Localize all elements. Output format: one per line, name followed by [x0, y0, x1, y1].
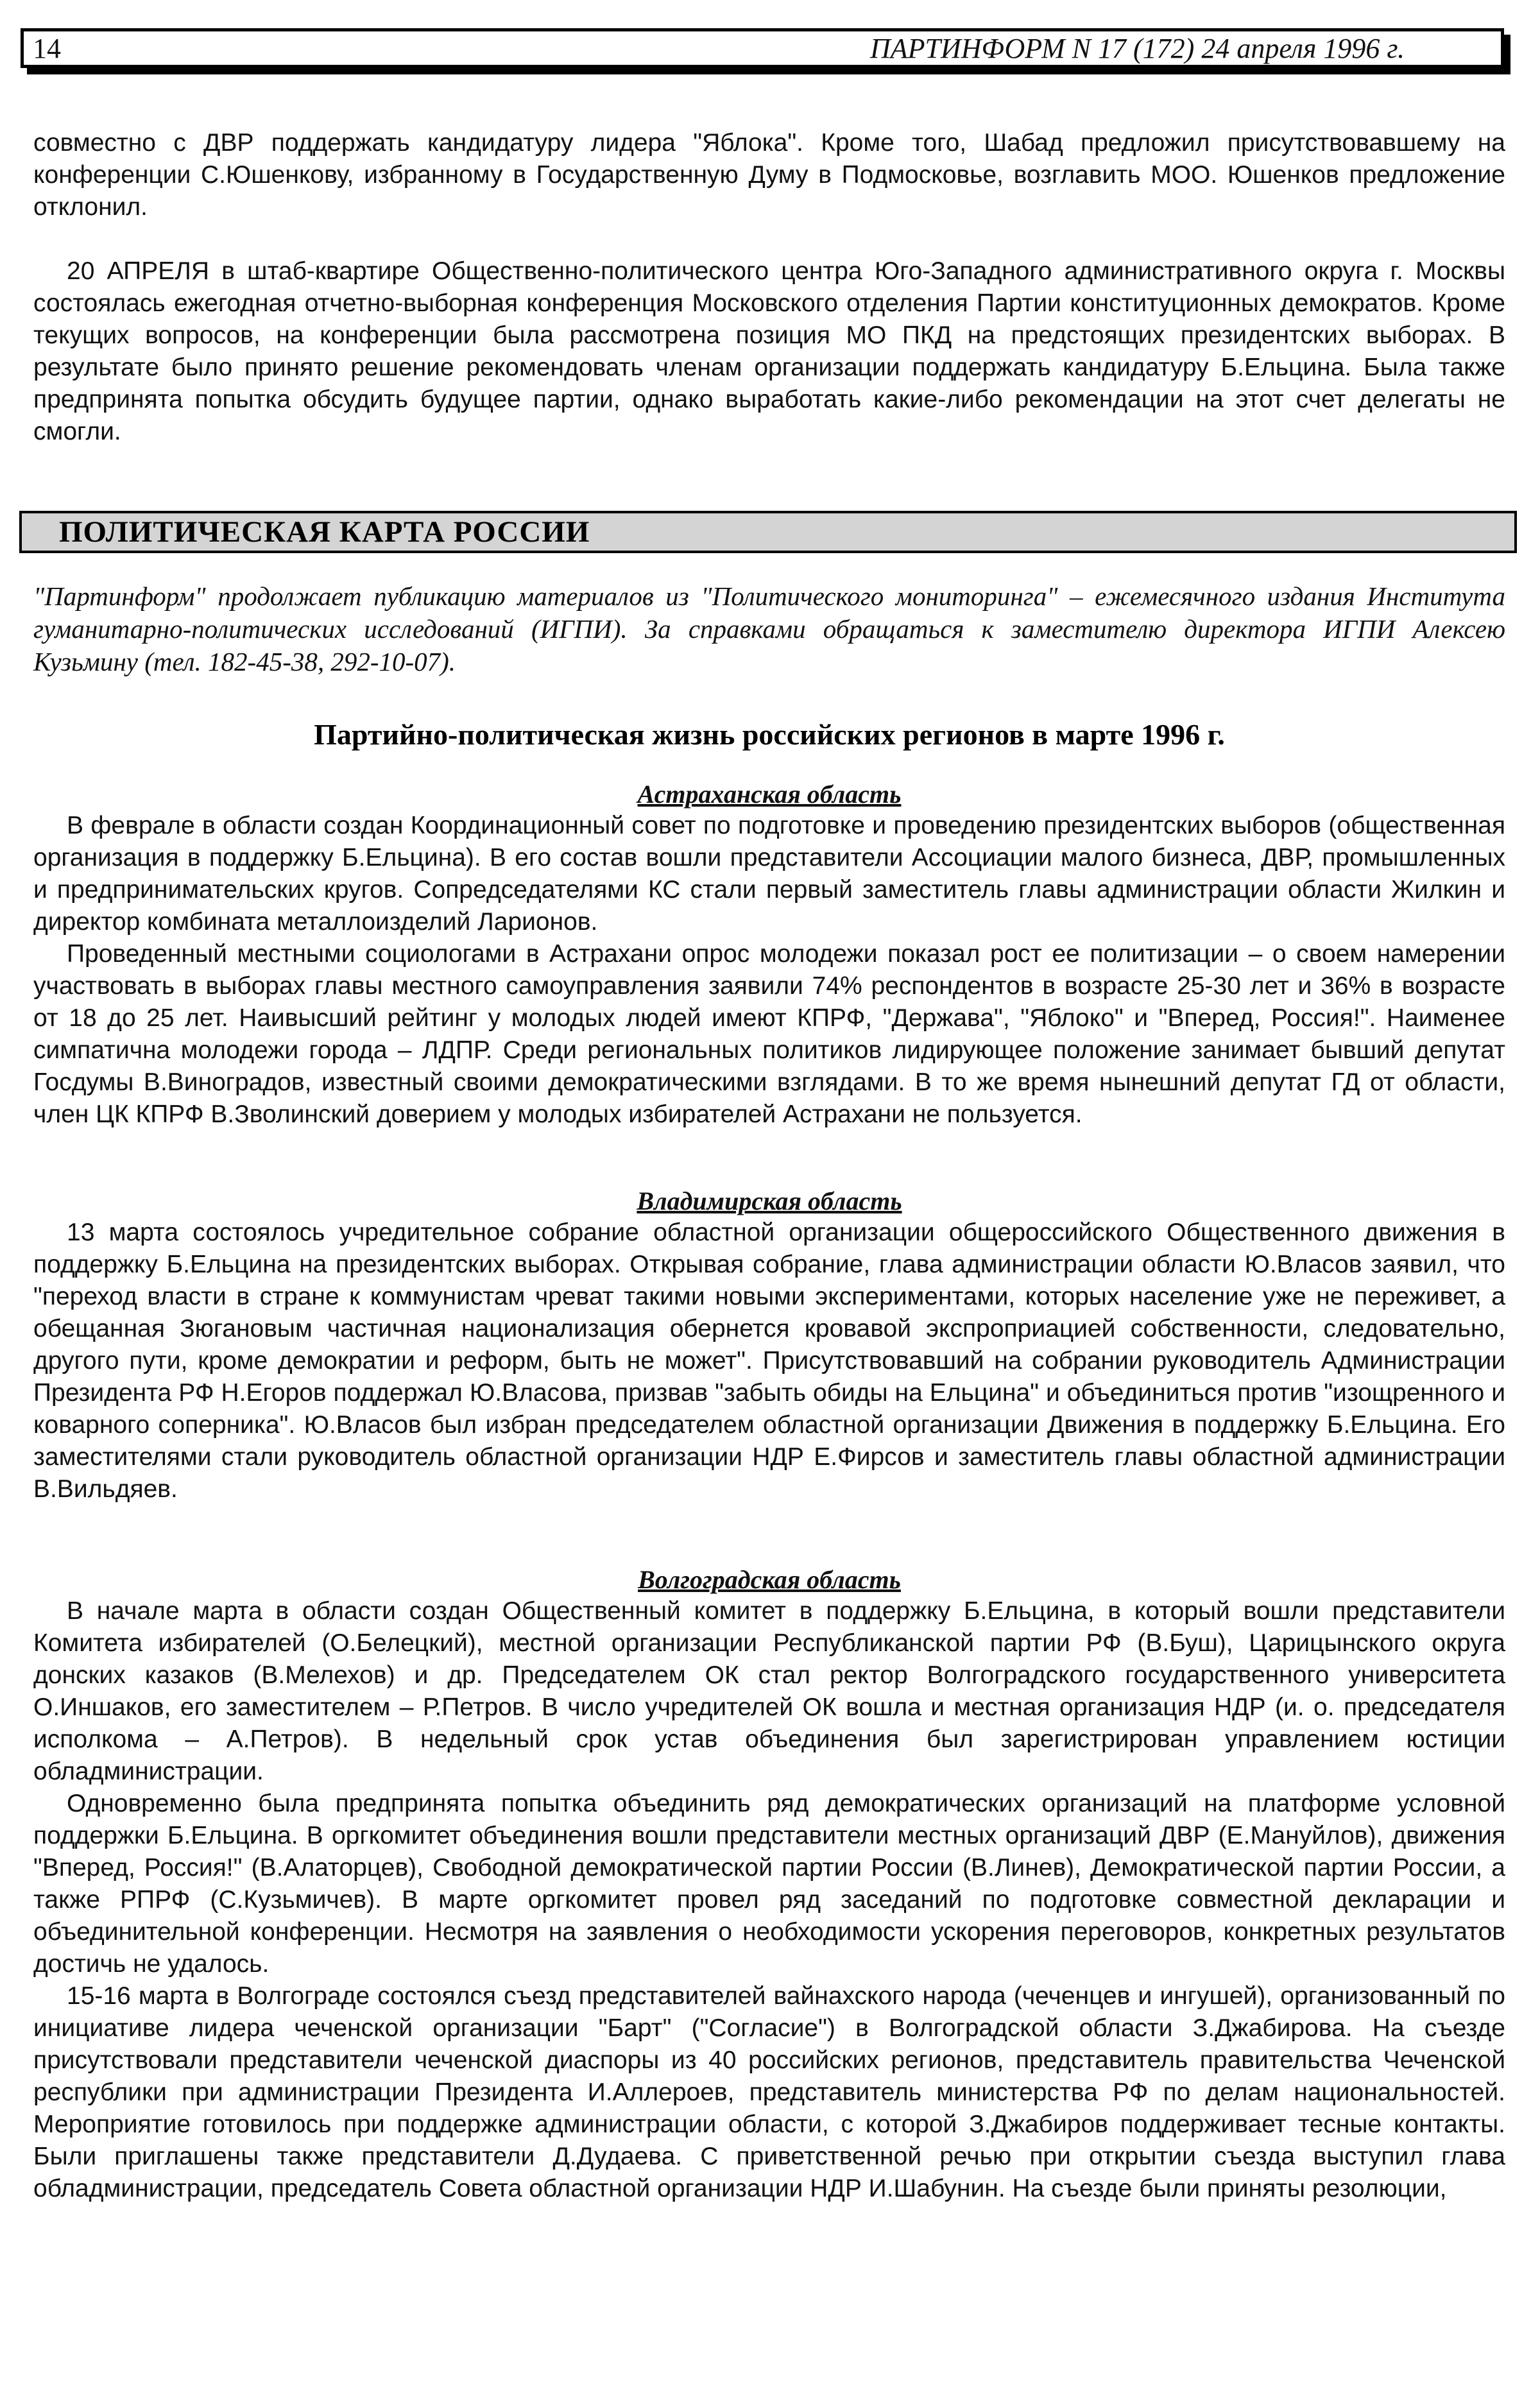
region-volgograd [33, 1564, 1505, 2205]
paragraph: Одновременно была предпринята попытка объединить ряд демократических организаций на платформе условной поддержки Б.Ельцина. В оргкомитет объединения вошли представители местных организаций ДВР (Е.Мануйлов), движения "Вперед, Россия!" (В.Алаторцев), Свободной демократической партии России (В.Линев), Демократической партии России, а также РПРФ (С.Кузьмичев). В марте оргкомитет провел ряд заседаний по подготовке совместной декларации и объединительной конференции. Несмотря на заявления о необходимости ускорения переговоров, конкретных результатов достичь не удалось. [33, 1790, 1505, 1978]
running-header [21, 28, 1504, 68]
region-vladimir [33, 1186, 1505, 1505]
region-heading: Астраханская область [637, 780, 902, 809]
continued-article [33, 127, 1505, 223]
region-heading: Владимирская область [637, 1187, 902, 1215]
section-intro [33, 580, 1505, 678]
paragraph: 15-16 марта в Волгограде состоялся съезд представителей вайнахского народа (чеченцев и ингушей), организованный по инициативе лидера чеченской организации "Барт" ("Согласие") в Волгоградской области З.Джабирова. На съезде присутствовали представители чеченской диаспоры из 40 российских регионов, представитель правительства Чеченской республики при администрации Президента И.Аллероев, представитель министерства РФ по делам национальностей. Мероприятие готовилось при поддержке администрации области, с которой З.Джабиров поддерживает тесные контакты. Были приглашены также представители Д.Дудаева. С приветственной речью при открытии съезда выступил глава обладминистрации, председатель Совета областной организации НДР И.Шабунин. На съезде были приняты резолюции, [33, 1982, 1505, 2202]
intro-text: "Партинформ" продолжает публикацию материалов из "Политического мониторинга" – ежемесячного издания Института гуманитарно-политических исследований (ИГПИ). За справками обращаться к заместителю директора ИГПИ Алексею Кузьмину (тел. 182-45-38, 292-10-07). [33, 581, 1505, 676]
paragraph: 20 АПРЕЛЯ в штаб-квартире Общественно-политического центра Юго-Западного административного округа г. Москвы состоялась ежегодная отчетно-выборная конференция Московского отделения Партии конституционных демократов. Кроме текущих вопросов, на конференции была рассмотрена позиция МО ПКД на предстоящих президентских выборах. В результате было принято решение рекомендовать членам организации поддержать кандидатуру Б.Ельцина. Была также предпринята попытка обсудить будущее партии, однако выработать какие-либо рекомендации на этот счет делегаты не смогли. [33, 257, 1505, 445]
issue-line: ПАРТИНФОРМ N 17 (172) 24 апреля 1996 г. [870, 32, 1405, 64]
paragraph: Проведенный местными социологами в Астрахани опрос молодежи показал рост ее политизации – о своем намерении участвовать в выборах главы местного самоуправления заявили 74% респондентов в возрасте 25-30 лет и 36% в возрасте от 18 до 25 лет. Наивысший рейтинг у молодых людей имеют КПРФ, "Держава", "Яблоко" и "Вперед, Россия!". Наименее симпатична молодежи города – ЛДПР. Среди региональных политиков лидирующее положение занимает бывший депутат Госдумы В.Виноградов, известный своими демократическими взглядами. В то же время нынешний депутат ГД от области, член ЦК КПРФ В.Зволинский доверием у молодых избирателей Астрахани не пользуется. [33, 940, 1505, 1128]
page-number: 14 [33, 32, 61, 64]
paragraph: В начале марта в области создан Общественный комитет в поддержку Б.Ельцина, в который вошли представители Комитета избирателей (О.Белецкий), местной организации Республиканской партии РФ (В.Буш), Царицынского округа донских казаков (В.Мелехов) и др. Председателем ОК стал ректор Волгоградского государственного университета О.Иншаков, его заместителем – Р.Петров. В число учредителей ОК вошла и местная организация НДР (и. о. председателя исполкома – А.Петров). В недельный срок устав объединения был зарегистрирован управлением юстиции обладминистрации. [33, 1597, 1505, 1785]
article-title: Партийно-политическая жизнь российских регионов в марте 1996 г. [314, 718, 1225, 751]
news-item-pkd [33, 255, 1505, 448]
paragraph: совместно с ДВР поддержать кандидатуру лидера "Яблока". Кроме того, Шабад предложил присутствовавшему на конференции С.Юшенкову, избранному в Государственную Думу в Подмосковье, возглавить МОО. Юшенков предложение отклонил. [33, 129, 1505, 221]
region-astrakhan [33, 779, 1505, 1131]
region-heading: Волгоградская область [638, 1565, 901, 1594]
section-banner [19, 511, 1517, 553]
section-title: ПОЛИТИЧЕСКАЯ КАРТА РОССИИ [59, 515, 590, 549]
paragraph: В феврале в области создан Координационный совет по подготовке и проведению президентских выборов (общественная организация в поддержку Б.Ельцина). В его состав вошли представители Ассоциации малого бизнеса, ДВР, промышленных и предпринимательских кругов. Сопредседателями КС стали первый заместитель главы администрации области Жилкин и директор комбината металлоизделий Ларионов. [33, 812, 1505, 936]
paragraph: 13 марта состоялось учредительное собрание областной организации общероссийского Общественного движения в поддержку Б.Ельцина на президентских выборах. Открывая собрание, глава администрации области Ю.Власов заявил, что "переход власти в стране к коммунистам чреват такими новыми экспериментами, которых население уже не переживет, а обещанная Зюгановым частичная национализация обернется кровавой экспроприацией собственности, следовательно, другого пути, кроме демократии и реформ, быть не может". Присутствовавший на собрании руководитель Администрации Президента РФ Н.Егоров поддержал Ю.Власова, призвав "забыть обиды на Ельцина" и объединиться против "изощренного и коварного соперника". Ю.Власов был избран председателем областной организации Движения в поддержку Б.Ельцина. Его заместителями стали руководитель областной организации НДР Е.Фирсов и заместитель главы областной администрации В.Вильдяев. [33, 1219, 1505, 1503]
